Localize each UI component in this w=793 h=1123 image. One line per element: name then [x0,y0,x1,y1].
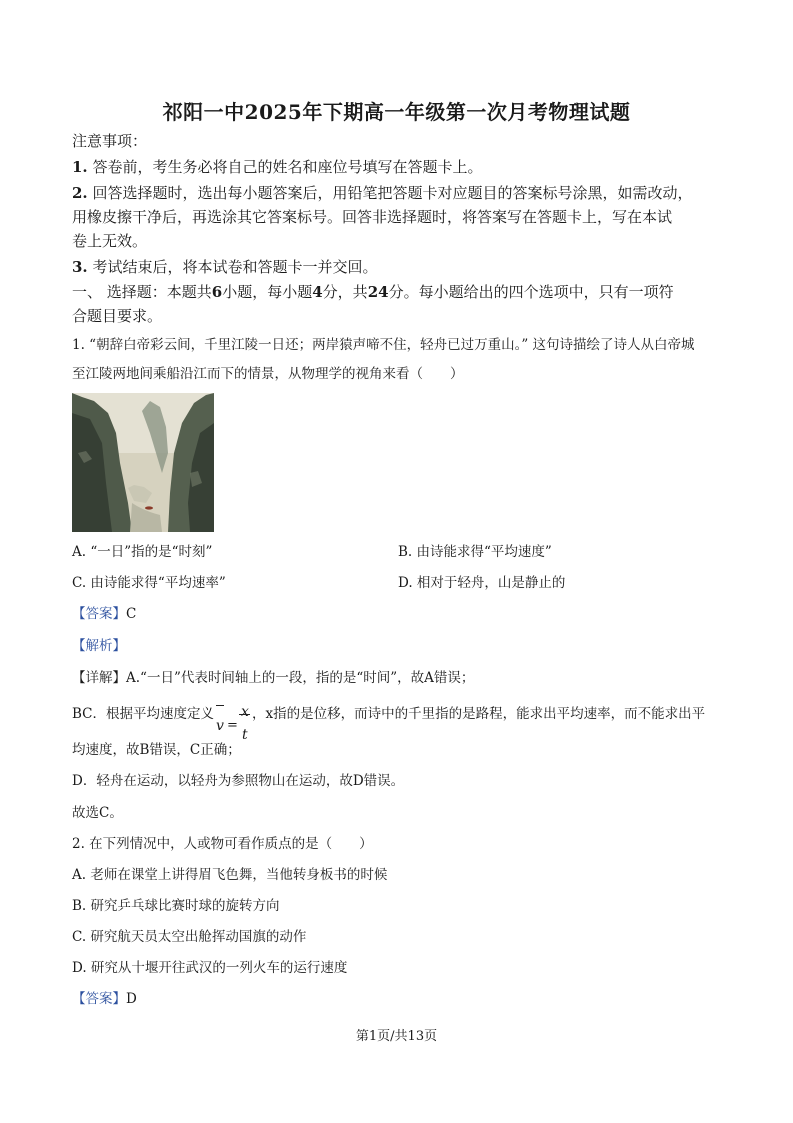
q1-stem: 1. “朝辞白帝彩云间，千里江陵一日还；两岸猿声啼不住，轻舟已过万重山。” 这句诗描绘了诗人从白帝城 [72,337,695,353]
page-title: 祁阳一中2025年下期高一年级第一次月考物理试题 [162,100,631,124]
page-footer: 第1页/共13页 [355,1029,438,1044]
points-each: 4 [312,283,323,301]
notice-text: 答卷前，考生务必将自己的姓名和座位号填写在答题卡上。 [87,158,483,176]
notice-text: 用橡皮擦干净后，再选涂其它答案标号。回答非选择题时，将答案写在答题卡上，写在本试 [72,208,673,226]
answer-value: C [126,606,137,622]
q1-detail-d: D．轻舟在运动，以轻舟为参照物山在运动，故D错误。 [72,773,405,789]
notice-header: 注意事项： [72,132,148,150]
notice-num: 1. [72,158,88,176]
q1-detail-bc: BC．根据平均速度定义 v = x t ，x指的是位移，而诗中的千里指的是路程，能求出平均速率，而不能求出平 [72,694,705,735]
q2-option-a: A. 老师在课堂上讲得眉飞色舞，当他转身板书的时候 [72,867,388,883]
section-header: 一、 选择题：本题共6小题，每小题4分，共24分。每小题给出的四个选项中，只有一项符 [72,283,674,301]
notice-item [72,207,672,227]
points-total: 24 [367,283,389,301]
q1-option-a: A. “一日”指的是“时刻” [72,544,213,560]
q1-option-c: C. 由诗能求得“平均速率” [72,575,226,591]
q1-detail-a: 【详解】A.“一日”代表时间轴上的一段，指的是“时间”，故A错误； [72,670,475,686]
question-count: 6 [211,283,223,301]
answer-tag: 【答案】 [72,606,126,622]
answer-tag: 【答案】 [72,991,126,1007]
q1-answer [72,604,136,624]
notice-text: 回答选择题时，选出每小题答案后，用铅笔把答题卡对应题目的答案标号涂黑，如需改动， [87,184,693,202]
q2-option-c: C. 研究航天员太空出舱挥动国旗的动作 [72,929,307,945]
notice-text: 考试结束后，将本试卷和答题卡一并交回。 [87,258,378,276]
q2-option-b: B. 研究乒乓球比赛时球的旋转方向 [72,898,280,914]
detail-tag: 【详解】 [72,670,126,686]
notice-item [72,231,147,251]
notice-item [72,257,377,277]
q2-option-d: D. 研究从十堰开往武汉的一列火车的运行速度 [72,960,348,976]
section-header-cont: 合题目要求。 [72,307,163,325]
q1-option-b: B. 由诗能求得“平均速度” [398,544,552,560]
q2-stem: 2. 在下列情况中，人或物可看作质点的是（ ） [72,836,373,852]
q1-stem-cont: 至江陵两地间乘船沿江而下的情景，从物理学的视角来看（ ） [72,366,464,382]
q1-analysis-tag: 【解析】 [72,638,126,654]
q1-detail-bc-cont: 均速度，故B错误，C正确； [72,742,241,758]
landscape-painting-image [72,393,214,532]
q2-answer [72,989,137,1009]
notice-item [72,157,482,177]
q1-conclusion: 故选C。 [72,805,123,821]
notice-text: 卷上无效。 [72,232,148,250]
notice-item [72,183,692,203]
q1-option-d: D. 相对于轻舟，山是静止的 [398,575,566,591]
notice-num: 2. [72,184,88,202]
notice-num: 3. [72,258,88,276]
average-velocity-formula: v = x t [216,703,249,743]
answer-value: D [126,991,137,1007]
